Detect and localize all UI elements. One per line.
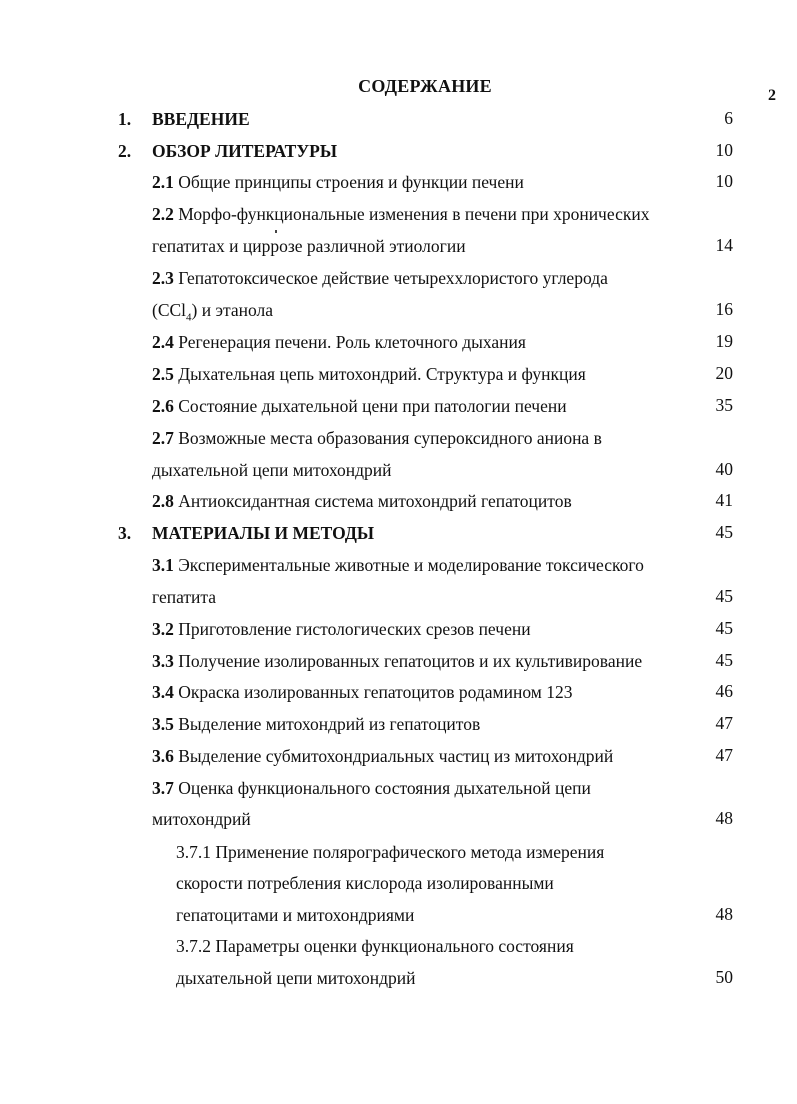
entry-line <box>152 682 572 702</box>
entry-number: 3.4 <box>152 682 174 702</box>
entry-page: 48 <box>715 904 733 924</box>
entry-line <box>152 714 480 734</box>
entry-text-continued: скорости потребления кислорода изолированными <box>176 873 554 893</box>
entry-line <box>152 396 567 416</box>
entry-number: 2.1 <box>152 172 174 192</box>
entry-page: 47 <box>715 745 733 765</box>
entry-line <box>152 555 644 575</box>
section-number: 2. <box>118 141 132 161</box>
entry-text: Получение изолированных гепатоцитов и их культивирование <box>178 651 643 671</box>
entry-page: 40 <box>715 459 733 479</box>
entry-number: 2.6 <box>152 396 174 416</box>
entry-text: Выделение митохондрий из гепатоцитов <box>178 714 481 734</box>
entry-page: 19 <box>715 331 733 351</box>
entry-page: 50 <box>715 967 733 987</box>
entry-line <box>152 268 608 288</box>
entry-line <box>152 172 524 192</box>
entry-text-continued: гепатита <box>152 587 217 607</box>
entry-text: Состояние дыхательной цени при патологии печени <box>178 396 567 416</box>
entry-text: Гепатотоксическое действие четыреххлористого углерода <box>178 268 608 288</box>
entry-page: 46 <box>715 681 733 701</box>
entry-line <box>152 651 642 671</box>
entry-line <box>152 746 613 766</box>
entry-text-continued: дыхательной цепи митохондрий <box>152 460 392 480</box>
entry-line <box>152 332 526 352</box>
entry-line <box>176 842 604 862</box>
page-number: 2 <box>768 87 776 104</box>
page-title: СОДЕРЖАНИЕ <box>358 76 492 96</box>
entry-line <box>152 778 591 798</box>
entry-page: 45 <box>715 618 733 638</box>
section-page: 10 <box>715 140 733 160</box>
entry-line <box>152 491 572 511</box>
entry-page: 20 <box>715 363 733 383</box>
entry-text-continued: дыхательной цепи митохондрий <box>176 968 416 988</box>
entry-text: Окраска изолированных гепатоцитов родамином 123 <box>178 682 573 702</box>
scan-speck <box>275 230 277 233</box>
entry-text-continued: (CCl$_4$) и этанола <box>152 300 274 324</box>
entry-text-continued: митохондрий <box>152 809 251 829</box>
entry-number: 3.2 <box>152 619 174 639</box>
entry-text: Выделение субмитохондриальных частиц из митохондрий <box>178 746 614 766</box>
entry-text: Возможные места образования супероксидного аниона в <box>178 428 602 448</box>
entry-line <box>152 364 586 384</box>
section-title: МАТЕРИАЛЫ И МЕТОДЫ <box>152 523 375 543</box>
entry-page: 14 <box>715 235 733 255</box>
entry-number: 3.7.2 <box>176 936 211 956</box>
entry-text: Общие принципы строения и функции печени <box>178 172 524 192</box>
entry-line <box>152 204 649 224</box>
entry-text: Оценка функционального состояния дыхательной цепи <box>178 778 591 798</box>
entry-number: 3.6 <box>152 746 174 766</box>
entry-line <box>152 428 602 448</box>
entry-line <box>176 936 574 956</box>
entry-page: 10 <box>715 171 733 191</box>
section-page: 45 <box>715 522 733 542</box>
entry-text: Морфо-функциональные изменения в печени при хронических <box>178 204 650 224</box>
entry-page: 16 <box>715 299 733 319</box>
entry-number: 2.3 <box>152 268 174 288</box>
entry-number: 3.1 <box>152 555 174 575</box>
section-number: 3. <box>118 523 132 543</box>
entry-text: Экспериментальные животные и моделирование токсического <box>178 555 644 575</box>
entry-page: 47 <box>715 713 733 733</box>
entry-number: 2.4 <box>152 332 174 352</box>
entry-number: 3.7.1 <box>176 842 211 862</box>
entry-page: 48 <box>715 808 733 828</box>
section-title: ОБЗОР ЛИТЕРАТУРЫ <box>152 141 338 161</box>
entry-number: 3.5 <box>152 714 174 734</box>
entry-page: 45 <box>715 586 733 606</box>
entry-text: Параметры оценки функционального состояния <box>215 936 574 956</box>
entry-text: Применение полярографического метода измерения <box>215 842 605 862</box>
entry-number: 2.8 <box>152 491 174 511</box>
entry-text-continued: гепатоцитами и митохондриями <box>176 905 415 925</box>
entry-number: 3.3 <box>152 651 174 671</box>
entry-text: Приготовление гистологических срезов печени <box>178 619 531 639</box>
entry-text: Антиоксидантная система митохондрий гепатоцитов <box>178 491 572 511</box>
entry-text: Дыхательная цепь митохондрий. Структура и функция <box>178 364 586 384</box>
entry-text-continued: гепатитах и циррозе различной этиологии <box>152 236 466 256</box>
entry-page: 41 <box>715 490 733 510</box>
entry-number: 2.7 <box>152 428 174 448</box>
entry-page: 45 <box>715 650 733 670</box>
section-title: ВВЕДЕНИЕ <box>152 109 250 129</box>
entry-number: 2.5 <box>152 364 174 384</box>
section-page: 6 <box>724 108 733 128</box>
entry-line <box>152 619 531 639</box>
entry-page: 35 <box>715 395 733 415</box>
entry-text: Регенерация печени. Роль клеточного дыхания <box>178 332 526 352</box>
section-number: 1. <box>118 109 132 129</box>
entry-number: 3.7 <box>152 778 174 798</box>
entry-number: 2.2 <box>152 204 174 224</box>
